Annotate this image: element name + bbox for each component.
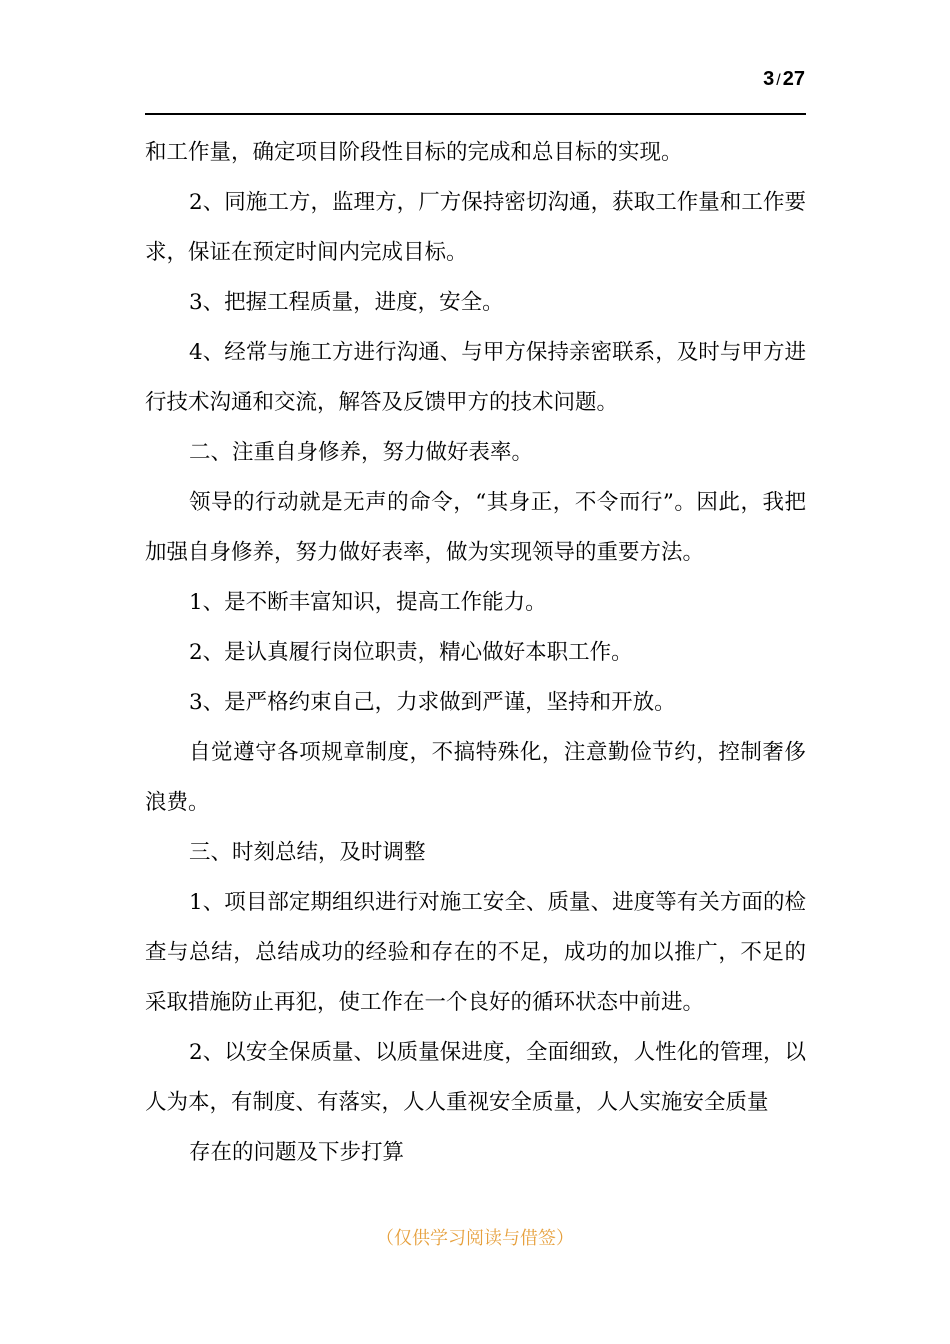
paragraph: 1、是不断丰富知识，提高工作能力。 [189,590,547,615]
paragraph: 领导的行动就是无声的命令，“其身正，不令而行”。因此，我把加强自身修养，努力做好表率，做为实现领导的重要方法。 [145,490,806,565]
paragraph: 1、项目部定期组织进行对施工安全、质量、进度等有关方面的检查与总结，总结成功的经验和存在的不足，成功的加以推广，不足的采取措施防止再犯，使工作在一个良好的循环状态中前进。 [145,890,806,1015]
paragraph: 2、同施工方，监理方，厂方保持密切沟通，获取工作量和工作要求，保证在预定时间内完成目标。 [145,190,806,265]
page-current: 3 [763,68,775,90]
section-heading: 存在的问题及下步打算 [189,1140,405,1165]
header-divider [145,113,806,115]
paragraph: 2、以安全保质量、以质量保进度，全面细致，人性化的管理，以人为本，有制度、有落实，人人重视安全质量，人人实施安全质量 [145,1040,806,1115]
page-number [763,68,805,91]
page-separator: / [776,72,781,89]
paragraph: 自觉遵守各项规章制度，不搞特殊化，注意勤俭节约，控制奢侈浪费。 [145,740,806,815]
paragraph: 4、经常与施工方进行沟通、与甲方保持亲密联系，及时与甲方进行技术沟通和交流，解答及反馈甲方的技术问题。 [145,340,806,415]
paragraph: 3、把握工程质量，进度，安全。 [189,290,504,315]
page-total: 27 [782,68,805,90]
section-heading: 二、注重自身修养，努力做好表率。 [189,440,534,465]
paragraph: 3、是严格约束自己，力求做到严谨，坚持和开放。 [189,690,676,715]
paragraph: 和工作量，确定项目阶段性目标的完成和总目标的实现。 [145,140,683,165]
paragraph: 2、是认真履行岗位职责，精心做好本职工作。 [189,640,633,665]
footer-note: （仅供学习阅读与借签） [376,1228,574,1249]
section-heading: 三、时刻总结，及时调整 [189,840,426,865]
document-body [145,128,806,1178]
